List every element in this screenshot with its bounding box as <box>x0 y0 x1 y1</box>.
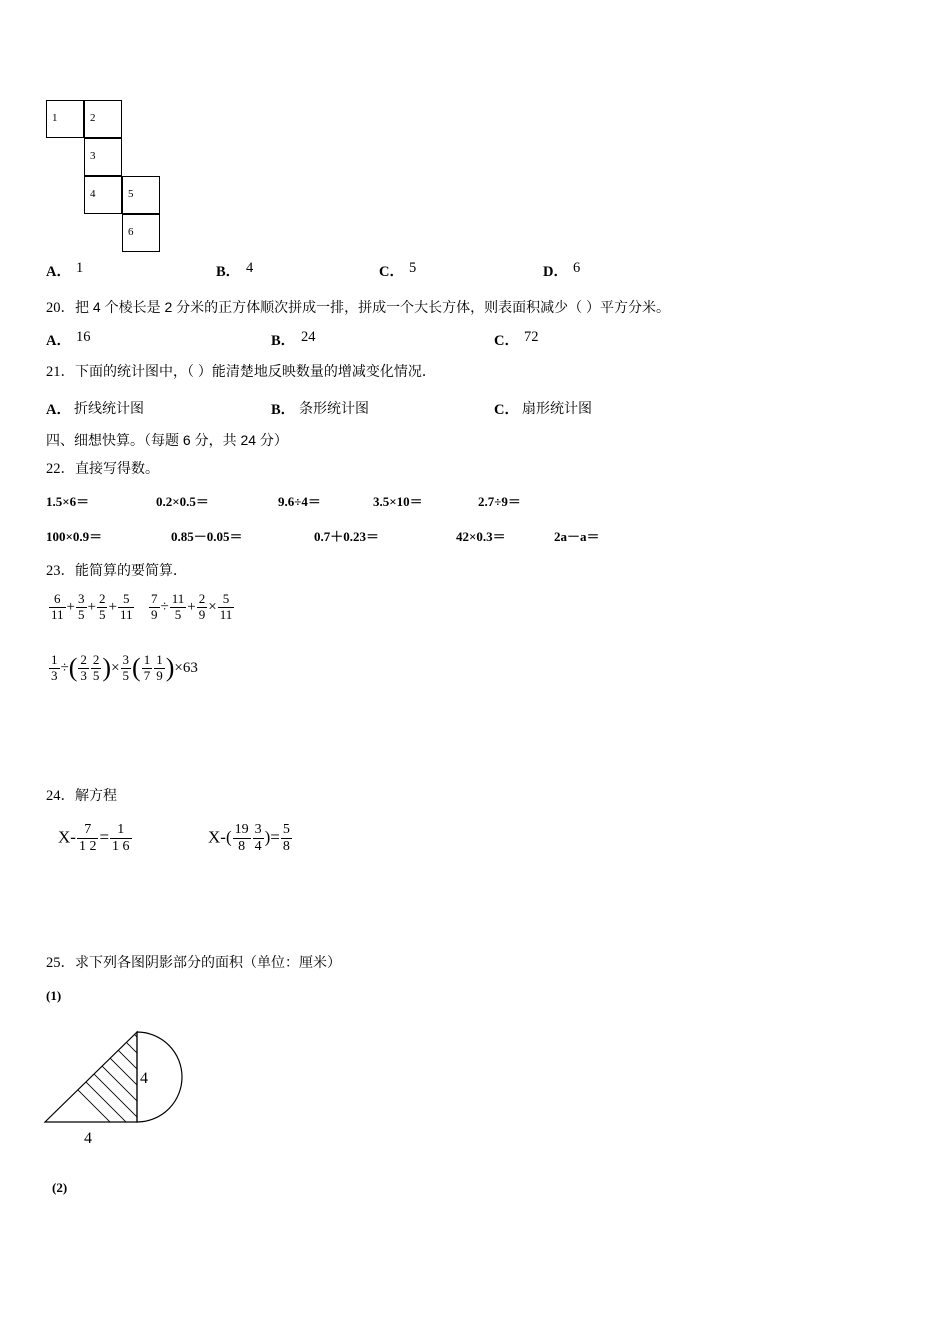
q20-question <box>46 297 670 318</box>
net-cell-4 <box>84 176 122 214</box>
fraction-3-4: $\frac{3}{4}$ <box>254 822 262 855</box>
fraction-6-11: $\frac{6}{11}$ <box>51 591 64 622</box>
net-cell-5 <box>122 176 160 214</box>
q21-option-c-value[interactable]: 扇形统计图 <box>522 400 592 416</box>
fraction-1-16: $\frac{1}{1 6}$ <box>112 822 130 855</box>
q25-sub-1: (1) <box>46 988 62 1003</box>
right-paren-1: ) <box>102 653 112 683</box>
q21-option-b-label: B． <box>271 402 296 418</box>
section-4-title: 四、细想快算。（每题 6 分，共 24 分） <box>46 432 288 448</box>
q21-option-a-label: A． <box>46 402 71 418</box>
fraction-2-5-b: $\frac{2}{5}$ <box>92 652 100 683</box>
q23-text: 能简算的要简算． <box>75 562 187 578</box>
q20-option-a-label: A． <box>46 333 71 349</box>
q22-item-9: 42×0.3＝ <box>456 529 506 544</box>
q22-item-5: 2.7÷9＝ <box>478 494 521 509</box>
fraction-2-3: $\frac{2}{3}$ <box>80 652 87 683</box>
q22-question <box>46 458 159 479</box>
q20-option-b-value[interactable]: 24 <box>301 329 316 345</box>
net-cell-1 <box>46 100 84 138</box>
q23-number: 23． <box>46 563 75 579</box>
fraction-19-8: $\frac{19}{8}$ <box>234 822 249 855</box>
q25-figure-label-horizontal: 4 <box>84 1130 92 1147</box>
net-cell-5-label: 5 <box>128 188 134 200</box>
left-paren-1: ( <box>68 653 78 683</box>
q23-expression-3: $\frac{1}{3}$ ÷( $\frac{2}{3}$ $\frac{2}{5}$ )× $\frac{3}{5}$ ( $\frac{1}{7}$ $\frac{1}{9}$ )×63 <box>51 652 198 683</box>
fraction-1-7: $\frac{1}{7}$ <box>143 652 151 683</box>
q24-text: 解方程 <box>75 787 117 803</box>
q22-text: 直接写得数。 <box>75 460 159 476</box>
fraction-5-8: $\frac{5}{8}$ <box>282 822 290 855</box>
q19-option-d-label: D． <box>543 264 568 280</box>
q24-equation-1: X- $\frac{7}{1 2}$ = $\frac{1}{1 6}$ <box>58 822 130 855</box>
q25-number: 25． <box>46 955 75 971</box>
q22-item-4: 3.5×10＝ <box>373 494 423 509</box>
q22-number: 22． <box>46 461 75 477</box>
q25-figure-label-vertical: 4 <box>140 1070 148 1087</box>
q24-number: 24． <box>46 788 75 804</box>
fraction-2-5: $\frac{2}{5}$ <box>98 591 106 622</box>
left-paren-2: ( <box>132 653 141 683</box>
cube-net-diagram <box>46 100 176 250</box>
q25-question <box>46 952 341 973</box>
q19-option-c-label: C． <box>379 264 404 280</box>
net-cell-2 <box>84 100 122 138</box>
net-cell-3 <box>84 138 122 176</box>
q19-option-a-value[interactable]: 1 <box>76 260 84 276</box>
net-cell-4-label: 4 <box>90 188 96 200</box>
fraction-1-9: $\frac{1}{9}$ <box>156 652 163 683</box>
q22-item-10: 2a－a＝ <box>554 529 600 544</box>
q19-option-b-value[interactable]: 4 <box>246 260 254 276</box>
fraction-3-5-b: $\frac{3}{5}$ <box>122 652 130 683</box>
q24-question <box>46 785 117 806</box>
q19-option-b-label: B． <box>216 264 241 280</box>
q21-option-c-label: C． <box>494 402 519 418</box>
q20-number: 20． <box>46 300 75 316</box>
q23-question <box>46 560 187 581</box>
q19-option-a-label: A． <box>46 264 71 280</box>
fraction-11-5: $\frac{11}{5}$ <box>171 591 185 622</box>
q22-item-2: 0.2×0.5＝ <box>156 494 209 509</box>
q25-text: 求下列各图阴影部分的面积（单位：厘米） <box>75 954 341 970</box>
q21-option-b-value[interactable]: 条形统计图 <box>299 400 369 416</box>
q20-option-a-value[interactable]: 16 <box>76 329 91 345</box>
q20-option-c-value[interactable]: 72 <box>524 329 539 345</box>
q19-option-d-value[interactable]: 6 <box>573 260 581 276</box>
q25-sub-2: (2) <box>52 1180 68 1195</box>
q23-expression-2: $\frac{7}{9}$ ÷ $\frac{11}{5}$ + $\frac{2}{9}$ × $\frac{5}{11}$ <box>151 591 233 622</box>
q21-question <box>46 361 436 382</box>
q22-item-8: 0.7＋0.23＝ <box>314 529 380 544</box>
net-cell-3-label: 3 <box>90 150 96 162</box>
q22-item-3: 9.6÷4＝ <box>278 494 321 509</box>
q20-option-c-label: C． <box>494 333 519 349</box>
fraction-7-12: $\frac{7}{1 2}$ <box>78 822 97 855</box>
q21-option-a-value[interactable]: 折线统计图 <box>74 400 144 416</box>
fraction-3-5: $\frac{3}{5}$ <box>78 591 85 622</box>
net-cell-1-label: 1 <box>52 112 58 124</box>
q21-text: 下面的统计图中，（ ）能清楚地反映数量的增减变化情况． <box>75 363 436 379</box>
fraction-5-11: $\frac{5}{11}$ <box>119 591 133 622</box>
q22-item-1: 1.5×6＝ <box>46 494 90 509</box>
q23-expression-1: $\frac{6}{11}$ + $\frac{3}{5}$ + $\frac{2}{5}$ + $\frac{5}{11}$ <box>51 591 133 622</box>
fraction-5-11-b: $\frac{5}{11}$ <box>219 591 233 622</box>
right-paren-2: ) <box>165 653 175 683</box>
q20-text: 把 4 个棱长是 2 分米的正方体顺次拼成一排，拼成一个大长方体，则表面积减少（ ）平方分米。 <box>75 299 671 315</box>
net-cell-6 <box>122 214 160 252</box>
q19-option-c-value[interactable]: 5 <box>409 260 417 276</box>
q22-item-7: 0.85－0.05＝ <box>171 529 243 544</box>
net-cell-2-label: 2 <box>90 112 96 124</box>
quarter-circle-figure <box>40 1010 220 1150</box>
q22-item-6: 100×0.9＝ <box>46 529 103 544</box>
q25-figure-1 <box>40 1010 220 1150</box>
fraction-1-3: $\frac{1}{3}$ <box>51 652 58 683</box>
fraction-7-9: $\frac{7}{9}$ <box>151 591 158 622</box>
net-cell-6-label: 6 <box>128 226 134 238</box>
q24-equation-2: X-( $\frac{19}{8}$ $\frac{3}{4}$ )= $\frac{5}{8}$ <box>208 822 290 855</box>
q21-number: 21． <box>46 364 75 380</box>
fraction-2-9: $\frac{2}{9}$ <box>198 591 206 622</box>
q20-option-b-label: B． <box>271 333 296 349</box>
